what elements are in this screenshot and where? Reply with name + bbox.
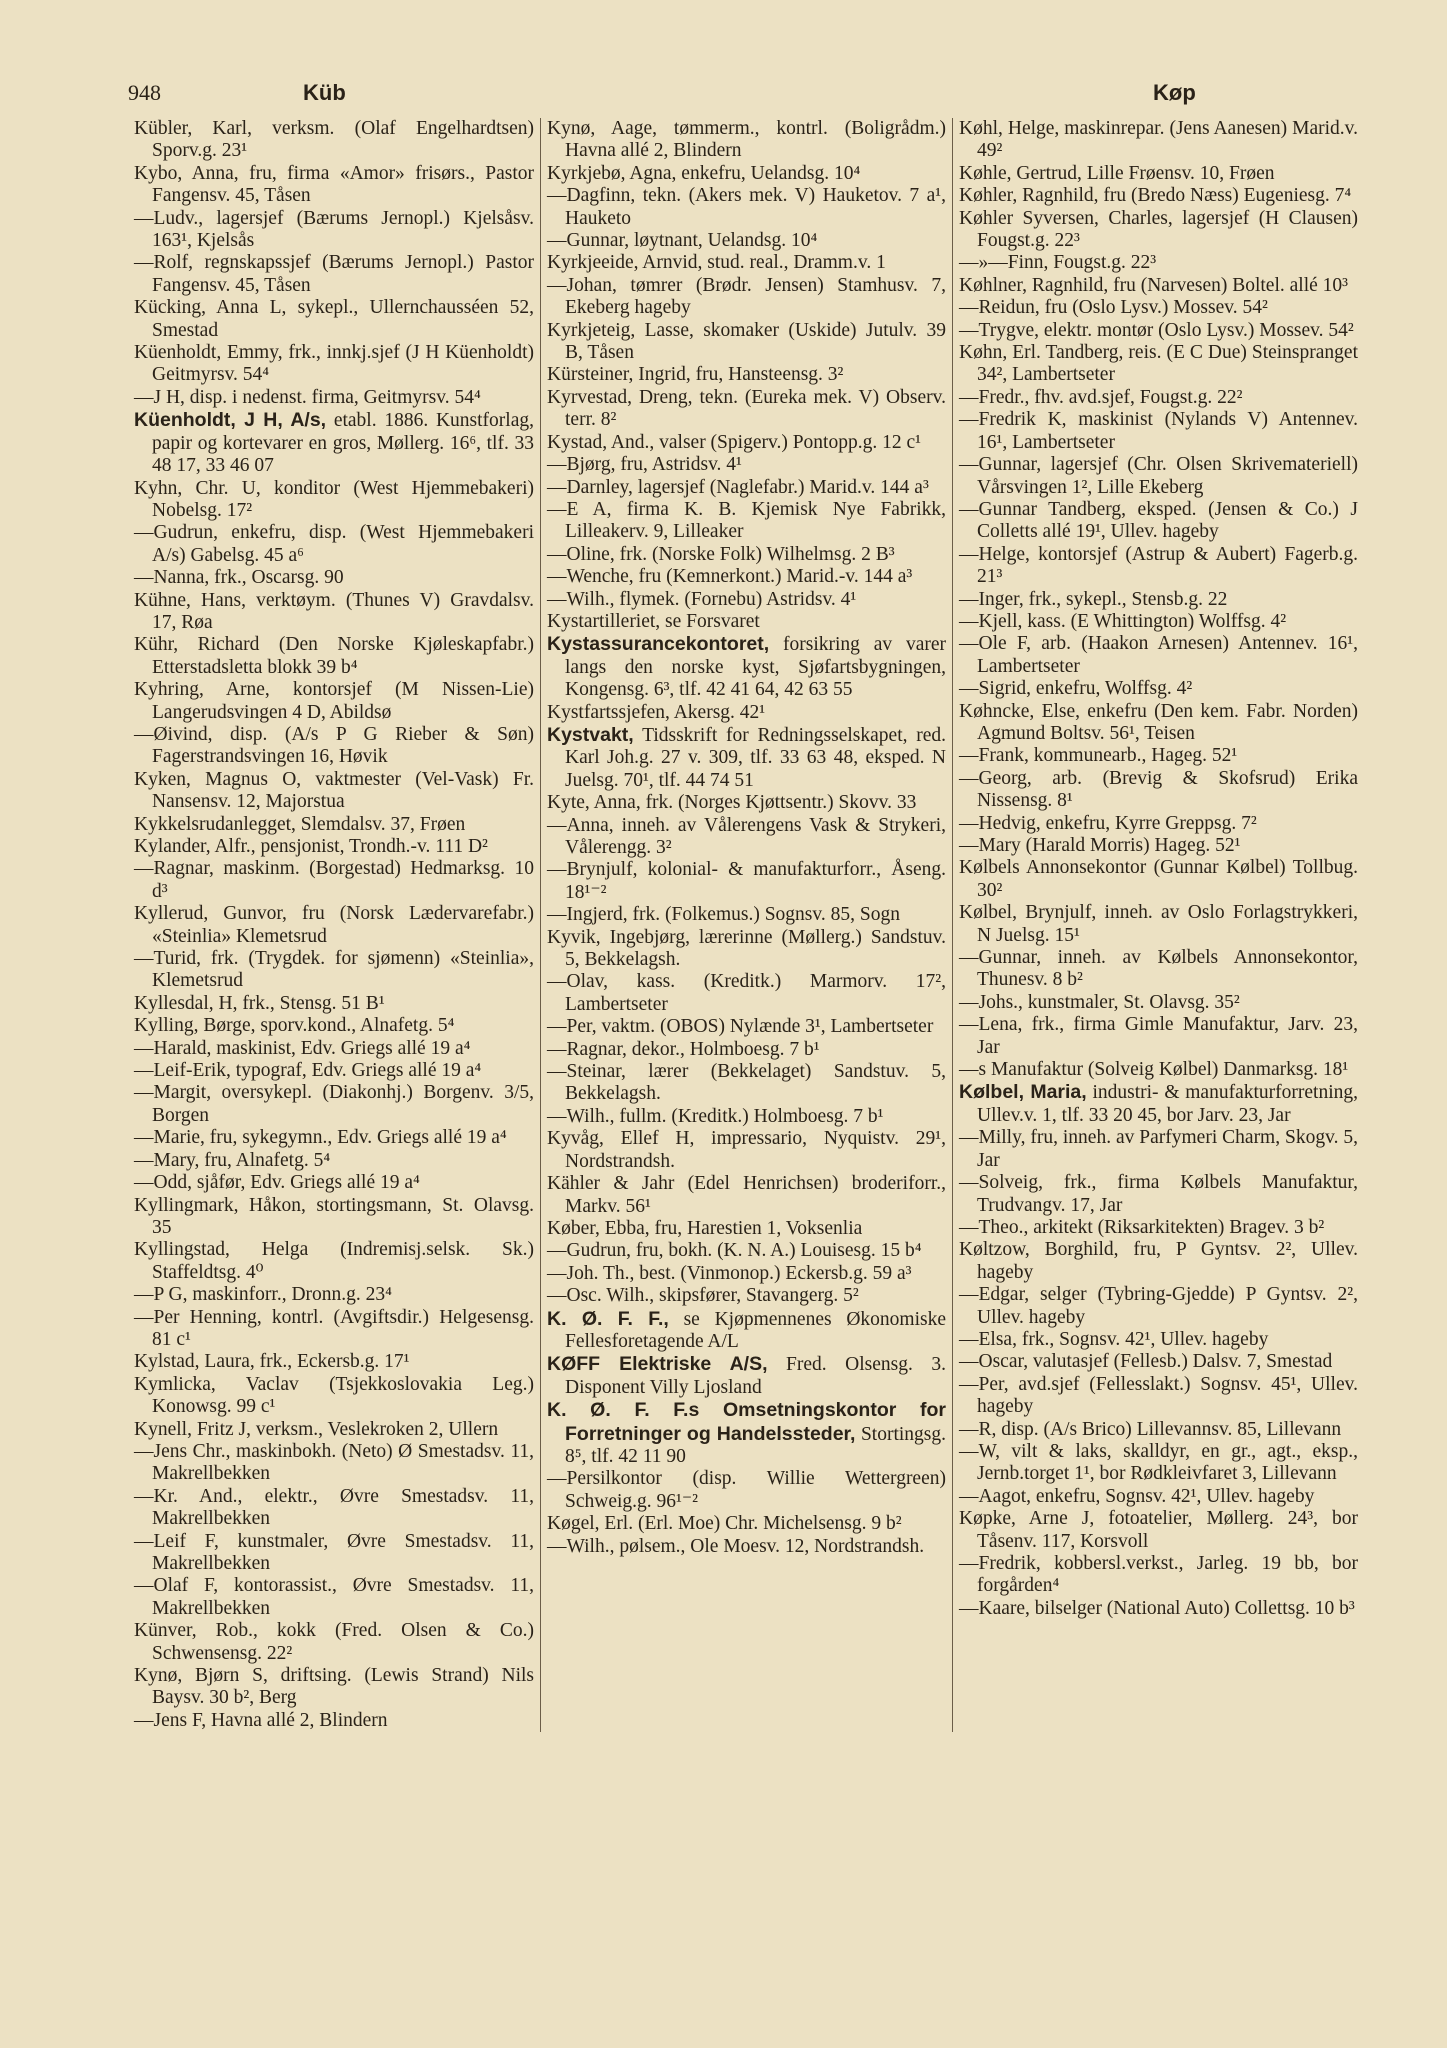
entry-text: —Gudrun, fru, bokh. (K. N. A.) Louisesg. 15 b⁴ — [547, 1240, 922, 1262]
directory-entry — [547, 320, 946, 365]
directory-entry — [547, 859, 946, 904]
directory-entry — [134, 252, 534, 297]
entry-text: —Gunnar, løytnant, Uelandsg. 10⁴ — [547, 230, 818, 252]
directory-entry — [134, 634, 534, 679]
directory-entry — [959, 1239, 1358, 1284]
directory-entry — [547, 1399, 946, 1468]
directory-entry — [547, 1173, 946, 1218]
entry-text: —Per, vaktm. (OBOS) Nylænde 3¹, Lambertseter — [547, 1016, 934, 1038]
entry-text: Kühne, Hans, verktøym. (Thunes V) Gravdalsv. 17, Røa — [134, 589, 534, 633]
entry-text: —Milly, fru, inneh. av Parfymeri Charm, Skogv. 5, Jar — [959, 1127, 1358, 1171]
directory-entry — [959, 1441, 1358, 1486]
directory-entry — [134, 1307, 534, 1352]
entry-text: Kynø, Bjørn S, driftsing. (Lewis Strand) Nils Baysv. 30 b², Berg — [134, 1665, 534, 1709]
column-1 — [128, 118, 540, 1732]
entry-text: Kyllesdal, H, frk., Stensg. 51 B¹ — [134, 992, 385, 1014]
entry-text: Køltzow, Borghild, fru, P Gyntsv. 2², Ullev. hageby — [959, 1239, 1358, 1283]
directory-entry — [134, 858, 534, 903]
directory-entry — [547, 432, 946, 454]
entry-text: —Helge, kontorsjef (Astrup & Aubert) Fagerb.g. 21³ — [959, 543, 1358, 588]
directory-entry — [134, 1015, 534, 1037]
directory-entry — [134, 1195, 534, 1240]
directory-entry — [959, 320, 1358, 342]
entry-text: —Ole F, arb. (Haakon Arnesen) Antennev. 16¹, Lambertseter — [959, 633, 1358, 677]
entry-text: —Jens Chr., maskinbokh. (Neto) Ø Smestadsv. 11, Makrellbekken — [134, 1440, 534, 1485]
directory-entry — [959, 857, 1358, 902]
entry-text: —Kaare, bilselger (National Auto) Collettsg. 10 b³ — [959, 1597, 1355, 1619]
entry-text: —Fredr., fhv. avd.sjef, Fougst.g. 22² — [959, 386, 1243, 408]
directory-entry — [134, 387, 534, 409]
entry-text: Køpke, Arne J, fotoatelier, Møllerg. 24³, bor Tåsenv. 117, Korsvoll — [959, 1508, 1358, 1552]
entry-text: Køhlner, Ragnhild, fru (Narvesen) Boltel. allé 10³ — [959, 274, 1349, 296]
directory-entry — [547, 387, 946, 432]
directory-columns — [128, 118, 1388, 1732]
column-2 — [540, 118, 952, 1732]
right-guide-word: Køp — [1153, 80, 1196, 105]
entry-text: Kürsteiner, Ingrid, fru, Hansteensg. 3² — [547, 364, 844, 386]
entry-text: —Leif F, kunstmaler, Øvre Smestadsv. 11, Makrellbekken — [134, 1530, 534, 1574]
directory-entry — [134, 1127, 534, 1149]
entry-text: —W, vilt & laks, skalldyr, en gr., agt., eksp., Jernb.torget 1¹, bor Rødkleivfaret 3, Lillevann — [959, 1440, 1358, 1485]
entry-text: —Margit, oversykepl. (Diakonhj.) Borgenv. 3/5, Borgen — [134, 1082, 534, 1126]
directory-entry — [959, 185, 1358, 207]
page-number: 948 — [128, 80, 161, 105]
entry-text: —Gunnar Tandberg, eksped. (Jensen & Co.) J Colletts allé 19¹, Ullev. hageby — [959, 498, 1358, 543]
entry-name-bold: KØFF Elektriske A/S, — [547, 1353, 768, 1376]
entry-text: —Wilh., fullm. (Kreditk.) Holmboesg. 7 b¹ — [547, 1105, 884, 1127]
entry-text: Kücking, Anna L, sykepl., Ullernchausséen 52, Smestad — [134, 297, 534, 341]
directory-entry — [547, 1263, 946, 1285]
directory-entry — [959, 409, 1358, 454]
entry-text: Kyvik, Ingebjørg, lærerinne (Møllerg.) Sandstuv. 5, Bekkelagsh. — [547, 926, 946, 971]
directory-entry — [547, 1468, 946, 1513]
directory-entry — [134, 1150, 534, 1172]
entry-text: Kübler, Karl, verksm. (Olaf Engelhardtsen) Sporv.g. 23¹ — [134, 118, 534, 162]
entry-text: —Øivind, disp. (A/s P G Rieber & Søn) Fagerstrandsvingen 16, Høvik — [134, 723, 534, 768]
directory-entry — [134, 409, 534, 477]
directory-entry — [959, 454, 1358, 499]
directory-entry — [547, 1536, 946, 1558]
directory-entry — [134, 1486, 534, 1531]
entry-name-bold: Küenholdt, J H, A/s, — [134, 409, 327, 432]
entry-text: Kyllingmark, Håkon, stortingsmann, St. Olavsg. 35 — [134, 1194, 534, 1238]
directory-entry — [547, 815, 946, 860]
directory-entry — [547, 971, 946, 1016]
directory-entry — [134, 1351, 534, 1373]
entry-text: —Odd, sjåfør, Edv. Griegs allé 19 a⁴ — [134, 1172, 420, 1194]
entry-text: —R, disp. (A/s Brico) Lillevannsv. 85, Lillevann — [959, 1418, 1342, 1440]
entry-text: —Sigrid, enkefru, Wolffsg. 4² — [959, 678, 1193, 700]
entry-text: —Reidun, fru (Oslo Lysv.) Mossev. 54² — [959, 297, 1268, 319]
directory-entry — [547, 499, 946, 544]
entry-text: Køgel, Erl. (Erl. Moe) Chr. Michelsensg. 9 b² — [547, 1513, 902, 1535]
directory-entry — [547, 1061, 946, 1106]
directory-entry — [959, 1351, 1358, 1373]
directory-entry — [547, 1128, 946, 1173]
directory-entry — [959, 1081, 1358, 1127]
entry-text: —Wenche, fru (Kemnerkont.) Marid.-v. 144 a³ — [547, 566, 913, 588]
directory-entry — [547, 185, 946, 230]
entry-text: Køber, Ebba, fru, Harestien 1, Voksenlia — [547, 1217, 863, 1239]
entry-name-bold: Kystassurancekontoret, — [547, 633, 770, 656]
entry-text: —Ragnar, dekor., Holmboesg. 7 b¹ — [547, 1038, 820, 1060]
page-header — [128, 80, 1387, 110]
entry-text: Kynell, Fritz J, verksm., Veslekroken 2, Ullern — [134, 1418, 499, 1440]
entry-text: Kähler & Jahr (Edel Henrichsen) broderiforr., Markv. 56¹ — [547, 1173, 946, 1217]
entry-text: —Edgar, selger (Tybring-Gjedde) P Gyntsv. 2², Ullev. hageby — [959, 1284, 1358, 1328]
directory-entry — [959, 252, 1358, 274]
entry-text: se Kjøpmennenes Økonomiske Fellesforetagende A/L — [565, 1308, 946, 1352]
directory-entry — [134, 1374, 534, 1419]
directory-entry — [547, 163, 946, 185]
directory-entry — [134, 1441, 534, 1486]
directory-entry — [547, 1353, 946, 1399]
entry-text: Kyrkjeeide, Arnvid, stud. real., Dramm.v. 1 — [547, 252, 886, 274]
directory-entry — [134, 948, 534, 993]
directory-entry — [134, 1620, 534, 1665]
entry-text: Kylstad, Laura, frk., Eckersb.g. 17¹ — [134, 1351, 410, 1373]
entry-text: Kyte, Anna, frk. (Norges Kjøttsentr.) Skovv. 33 — [547, 792, 917, 814]
directory-entry — [959, 835, 1358, 857]
directory-entry — [959, 1127, 1358, 1172]
entry-text: —»—Finn, Fougst.g. 22³ — [959, 252, 1157, 274]
entry-text: —Ludv., lagersjef (Bærums Jernopl.) Kjelsåsv. 163¹, Kjelsås — [134, 207, 534, 252]
entry-text: —Johan, tømrer (Brødr. Jensen) Stamhusv. 7, Ekeberg hageby — [547, 274, 946, 319]
entry-text: —Joh. Th., best. (Vinmonop.) Eckersb.g. 59 a³ — [547, 1262, 912, 1284]
directory-entry — [547, 633, 946, 701]
entry-text: —Fredrik, kobbersl.verkst., Jarleg. 19 bb, bor forgården⁴ — [959, 1553, 1358, 1597]
entry-text: —Gunnar, lagersjef (Chr. Olsen Skrivemateriell) Vårsvingen 1², Lille Ekeberg — [959, 454, 1358, 498]
entry-text: —Ragnar, maskinm. (Borgestad) Hedmarksg. 10 d³ — [134, 858, 534, 902]
directory-entry — [547, 275, 946, 320]
entry-name-bold: Kølbel, Maria, — [959, 1081, 1087, 1104]
entry-text: —E A, firma K. B. Kjemisk Nye Fabrikk, Lilleakerv. 9, Lilleaker — [547, 498, 946, 543]
entry-text: Kyllerud, Gunvor, fru (Norsk Lædervarefabr.) «Steinlia» Klemetsrud — [134, 903, 534, 947]
directory-entry — [959, 947, 1358, 992]
directory-entry — [959, 342, 1358, 387]
entry-text: —Jens F, Havna allé 2, Blindern — [134, 1709, 388, 1731]
directory-entry — [959, 1486, 1358, 1508]
directory-entry — [134, 1575, 534, 1620]
directory-entry — [547, 927, 946, 972]
entry-text: —Theo., arkitekt (Riksarkitekten) Bragev. 3 b² — [959, 1216, 1325, 1238]
directory-entry — [959, 1329, 1358, 1351]
entry-text: —Bjørg, fru, Astridsv. 4¹ — [547, 454, 742, 476]
directory-entry — [134, 567, 534, 589]
entry-text: —Persilkontor (disp. Willie Wettergreen) Schweig.g. 96¹⁻² — [547, 1468, 946, 1512]
directory-entry — [547, 252, 946, 274]
entry-text: —Mary (Harald Morris) Hageg. 52¹ — [959, 835, 1241, 856]
entry-text: Fred. Olsensg. 3. Disponent Villy Ljosland — [565, 1354, 947, 1398]
entry-text: Kystartilleriet, se Forsvaret — [547, 610, 760, 632]
directory-entry — [959, 768, 1358, 813]
entry-text: Stortingsg. 8⁵, tlf. 42 11 90 — [565, 1423, 946, 1467]
directory-entry — [134, 814, 534, 836]
entry-text: —Inger, frk., sykepl., Stensb.g. 22 — [959, 588, 1228, 610]
entry-text: —Olaf F, kontorassist., Øvre Smestadsv. 11, Makrellbekken — [134, 1575, 534, 1619]
left-guide-word: Küb — [303, 80, 346, 105]
directory-entry — [959, 633, 1358, 678]
directory-entry — [547, 589, 946, 611]
entry-text: —Hedvig, enkefru, Kyrre Greppsg. 7² — [959, 812, 1257, 834]
directory-entry — [134, 522, 534, 567]
directory-entry — [547, 904, 946, 926]
entry-text: —P G, maskinforr., Dronn.g. 23⁴ — [134, 1284, 392, 1306]
directory-entry — [134, 1082, 534, 1127]
directory-entry — [134, 1419, 534, 1441]
directory-entry — [959, 387, 1358, 409]
directory-entry — [134, 993, 534, 1015]
directory-entry — [959, 611, 1358, 633]
entry-text: Køhn, Erl. Tandberg, reis. (E C Due) Steinspranget 34², Lambertseter — [959, 342, 1358, 386]
entry-text: Kyhn, Chr. U, konditor (West Hjemmebakeri) Nobelsg. 17² — [134, 477, 534, 521]
entry-text: —Steinar, lærer (Bekkelaget) Sandstuv. 5, Bekkelagsh. — [547, 1061, 946, 1105]
directory-entry — [959, 163, 1358, 185]
entry-text: —Olav, kass. (Kreditk.) Marmorv. 17², Lambertseter — [547, 971, 946, 1015]
directory-entry — [547, 118, 946, 163]
entry-text: —Wilh., pølsem., Ole Moesv. 12, Nordstrandsh. — [547, 1535, 925, 1557]
directory-entry — [134, 769, 534, 814]
entry-text: —Nanna, frk., Oscarsg. 90 — [134, 567, 344, 589]
directory-entry — [547, 566, 946, 588]
directory-entry — [134, 1038, 534, 1060]
entry-text: —Solveig, frk., firma Kølbels Manufaktur, Trudvangv. 17, Jar — [959, 1172, 1358, 1216]
entry-text: Küenholdt, Emmy, frk., innkj.sjef (J H Küenholdt) Geitmyrsv. 54⁴ — [134, 342, 534, 386]
directory-entry — [547, 364, 946, 386]
directory-entry — [547, 477, 946, 499]
entry-text: Kylander, Alfr., pensjonist, Trondh.-v. 111 D² — [134, 836, 488, 857]
directory-entry — [959, 1374, 1358, 1419]
entry-text: —Rolf, regnskapssjef (Bærums Jernopl.) Pastor Fangensv. 45, Tåsen — [134, 252, 534, 296]
entry-text: —Marie, fru, sykegymn., Edv. Griegs allé 19 a⁴ — [134, 1127, 507, 1149]
entry-text: —Lena, frk., firma Gimle Manufaktur, Jarv. 23, Jar — [959, 1014, 1358, 1058]
entry-text: Kyrkjebø, Agna, enkefru, Uelandsg. 10⁴ — [547, 162, 861, 184]
entry-text: Kyhring, Arne, kontorsjef (M Nissen-Lie) Langerudsvingen 4 D, Abildsø — [134, 679, 534, 723]
directory-entry — [547, 230, 946, 252]
entry-text: —Brynjulf, kolonial- & manufakturforr., Åseng. 18¹⁻² — [547, 859, 946, 903]
directory-entry — [134, 1531, 534, 1576]
directory-entry — [959, 275, 1358, 297]
directory-entry — [134, 163, 534, 208]
column-3 — [952, 118, 1364, 1732]
entry-text: —Darnley, lagersjef (Naglefabr.) Marid.v. 144 a³ — [547, 476, 929, 498]
entry-text: etabl. 1886. Kunstforlag, papir og kortevarer en gros, Møllerg. 16⁶, tlf. 33 48 17, 33 46 07 — [152, 410, 534, 477]
directory-entry — [547, 724, 946, 792]
directory-entry — [134, 1172, 534, 1194]
entry-text: forsikring av varer langs den norske kyst, Sjøfartsbygningen, Kongensg. 6³, tlf. 42 41 64, 42 63 55 — [565, 634, 946, 701]
directory-entry — [547, 792, 946, 814]
directory-entry — [134, 1284, 534, 1306]
entry-text: Kølbels Annonsekontor (Gunnar Kølbel) Tollbug. 30² — [959, 857, 1358, 901]
entry-text: Kyken, Magnus O, vaktmester (Vel-Vask) Fr. Nansensv. 12, Majorstua — [134, 768, 534, 813]
directory-entry — [959, 118, 1358, 163]
directory-entry — [959, 745, 1358, 767]
entry-text: —Frank, kommunearb., Hageg. 52¹ — [959, 745, 1238, 767]
entry-text: —Kr. And., elektr., Øvre Smestadsv. 11, Makrellbekken — [134, 1485, 534, 1530]
directory-entry — [959, 1217, 1358, 1239]
directory-entry — [547, 1240, 946, 1262]
directory-entry — [547, 611, 946, 633]
directory-entry — [959, 589, 1358, 611]
directory-entry — [959, 1419, 1358, 1441]
directory-entry — [547, 544, 946, 566]
entry-text: Køhle, Gertrud, Lille Frøensv. 10, Frøen — [959, 162, 1275, 184]
directory-entry — [959, 544, 1358, 589]
entry-text: Kyrkjeteig, Lasse, skomaker (Uskide) Jutulv. 39 B, Tåsen — [547, 319, 946, 364]
entry-text: Kølbel, Brynjulf, inneh. av Oslo Forlagstrykkeri, N Juelsg. 15¹ — [959, 902, 1358, 946]
entry-name-bold: Kystvakt, — [547, 723, 634, 746]
directory-entry — [547, 454, 946, 476]
directory-entry — [134, 903, 534, 948]
entry-text: —Kjell, kass. (E Whittington) Wolffsg. 4² — [959, 610, 1287, 632]
directory-entry — [134, 836, 534, 858]
entry-text: Kynø, Aage, tømmerm., kontrl. (Boligrådm.) Havna allé 2, Blindern — [547, 118, 946, 162]
entry-text: —Per Henning, kontrl. (Avgiftsdir.) Helgesensg. 81 c¹ — [134, 1306, 534, 1350]
directory-entry — [134, 118, 534, 163]
directory-entry — [547, 1285, 946, 1307]
entry-text: Kühr, Richard (Den Norske Kjøleskapfabr.) Etterstadsletta blokk 39 b⁴ — [134, 634, 534, 678]
directory-entry — [959, 1014, 1358, 1059]
directory-entry — [959, 1172, 1358, 1217]
entry-text: Künver, Rob., kokk (Fred. Olsen & Co.) Schwensensg. 22² — [134, 1620, 534, 1664]
directory-entry — [134, 679, 534, 724]
directory-entry — [547, 702, 946, 724]
entry-text: —Ingjerd, frk. (Folkemus.) Sognsv. 85, Sogn — [547, 904, 900, 926]
directory-entry — [134, 1710, 534, 1732]
directory-entry — [134, 1239, 534, 1284]
entry-text: Kylling, Børge, sporv.kond., Alnafetg. 5⁴ — [134, 1015, 455, 1037]
directory-entry — [959, 902, 1358, 947]
entry-text: —Turid, frk. (Trygdek. for sjømenn) «Steinlia», Klemetsrud — [134, 948, 534, 992]
entry-text: Kyllingstad, Helga (Indremisj.selsk. Sk.) Staffeldtsg. 4⁰ — [134, 1239, 534, 1283]
directory-entry — [959, 678, 1358, 700]
entry-text: Køhler, Ragnhild, fru (Bredo Næss) Eugeniesg. 7⁴ — [959, 185, 1352, 207]
directory-entry — [134, 590, 534, 635]
entry-text: Køhler Syversen, Charles, lagersjef (H Clausen) Fougst.g. 22³ — [959, 207, 1358, 252]
entry-text: Kystad, And., valser (Spigerv.) Pontopp.g. 12 c¹ — [547, 431, 921, 453]
entry-text: Kymlicka, Vaclav (Tsjekkoslovakia Leg.) Konowsg. 99 c¹ — [134, 1373, 534, 1418]
directory-entry — [547, 1513, 946, 1535]
directory-entry — [959, 499, 1358, 544]
entry-text: Kykkelsrudanlegget, Slemdalsv. 37, Frøen — [134, 813, 466, 835]
entry-text: Kybo, Anna, fru, firma «Amor» frisørs., Pastor Fangensv. 45, Tåsen — [134, 162, 534, 207]
directory-entry — [547, 1308, 946, 1354]
directory-entry — [547, 1218, 946, 1240]
entry-text: —Osc. Wilh., skipsfører, Stavangerg. 5² — [547, 1285, 859, 1307]
entry-text: —Fredrik K, maskinist (Nylands V) Antennev. 16¹, Lambertseter — [959, 409, 1358, 453]
directory-entry — [547, 1039, 946, 1061]
directory-entry — [134, 724, 534, 769]
entry-text: —Harald, maskinist, Edv. Griegs allé 19 a⁴ — [134, 1037, 471, 1059]
directory-entry — [134, 297, 534, 342]
directory-entry — [959, 1059, 1358, 1081]
entry-text: —Mary, fru, Alnafetg. 5⁴ — [134, 1149, 331, 1171]
directory-entry — [959, 701, 1358, 746]
directory-entry — [134, 1665, 534, 1710]
directory-entry — [959, 297, 1358, 319]
entry-text: —s Manufaktur (Solveig Kølbel) Danmarksg. 18¹ — [959, 1059, 1349, 1081]
entry-text: Køhl, Helge, maskinrepar. (Jens Aanesen) Marid.v. 49² — [959, 118, 1358, 162]
directory-entry — [134, 478, 534, 523]
directory-entry — [547, 1106, 946, 1128]
entry-text: —Elsa, frk., Sognsv. 42¹, Ullev. hageby — [959, 1328, 1269, 1350]
entry-name-bold: K. Ø. F. F.s Omsetningskontor for Forretninger og Handelssteder, — [547, 1399, 946, 1445]
entry-text: —J H, disp. i nedenst. firma, Geitmyrsv. 54⁴ — [134, 386, 481, 408]
entry-text: Kyvåg, Ellef H, impressario, Nyquistv. 29¹, Nordstrandsh. — [547, 1128, 946, 1172]
directory-entry — [134, 342, 534, 387]
directory-entry — [959, 1284, 1358, 1329]
entry-text: industri- & manufakturforretning, Ullev.v. 1, tlf. 33 20 45, bor Jarv. 23, Jar — [977, 1082, 1358, 1126]
entry-text: —Georg, arb. (Brevig & Skofsrud) Erika Nissensg. 8¹ — [959, 767, 1358, 812]
directory-entry — [959, 1508, 1358, 1553]
entry-text: —Oline, frk. (Norske Folk) Wilhelmsg. 2 B³ — [547, 543, 895, 565]
directory-entry — [959, 813, 1358, 835]
entry-text: —Gudrun, enkefru, disp. (West Hjemmebakeri A/s) Gabelsg. 45 a⁶ — [134, 522, 534, 566]
entry-text: —Aagot, enkefru, Sognsv. 42¹, Ullev. hageby — [959, 1485, 1315, 1507]
entry-text: —Gunnar, inneh. av Kølbels Annonsekontor, Thunesv. 8 b² — [959, 947, 1358, 991]
directory-entry — [959, 208, 1358, 253]
directory-entry — [959, 1598, 1358, 1620]
entry-text: —Anna, inneh. av Vålerengens Vask & Strykeri, Vålerengg. 3² — [547, 814, 946, 858]
entry-text: —Trygve, elektr. montør (Oslo Lysv.) Mossev. 54² — [959, 319, 1354, 341]
entry-text: Kystfartssjefen, Akersg. 42¹ — [547, 701, 766, 723]
entry-name-bold: K. Ø. F. F., — [547, 1307, 669, 1330]
directory-entry — [959, 1553, 1358, 1598]
directory-entry — [959, 992, 1358, 1014]
entry-text: —Per, avd.sjef (Fellesslakt.) Sognsv. 45¹, Ullev. hageby — [959, 1373, 1358, 1418]
entry-text: Tidsskrift for Redningsselskapet, red. Karl Joh.g. 27 v. 309, tlf. 33 63 48, eksped. N Juelsg. 70¹, tlf. 44 74 51 — [565, 724, 946, 791]
entry-text: —Wilh., flymek. (Fornebu) Astridsv. 4¹ — [547, 588, 857, 610]
directory-entry — [134, 208, 534, 253]
directory-entry — [134, 1060, 534, 1082]
entry-text: Kyrvestad, Dreng, tekn. (Eureka mek. V) Observ. terr. 8² — [547, 386, 946, 431]
entry-text: —Oscar, valutasjef (Fellesb.) Dalsv. 7, Smestad — [959, 1351, 1333, 1373]
entry-text: —Leif-Erik, typograf, Edv. Griegs allé 19 a⁴ — [134, 1060, 482, 1082]
entry-text: —Johs., kunstmaler, St. Olavsg. 35² — [959, 991, 1240, 1013]
entry-text: —Dagfinn, tekn. (Akers mek. V) Hauketov. 7 a¹, Hauketo — [547, 185, 946, 229]
entry-text: Køhncke, Else, enkefru (Den kem. Fabr. Norden) Agmund Boltsv. 56¹, Teisen — [959, 700, 1358, 744]
directory-entry — [547, 1016, 946, 1038]
